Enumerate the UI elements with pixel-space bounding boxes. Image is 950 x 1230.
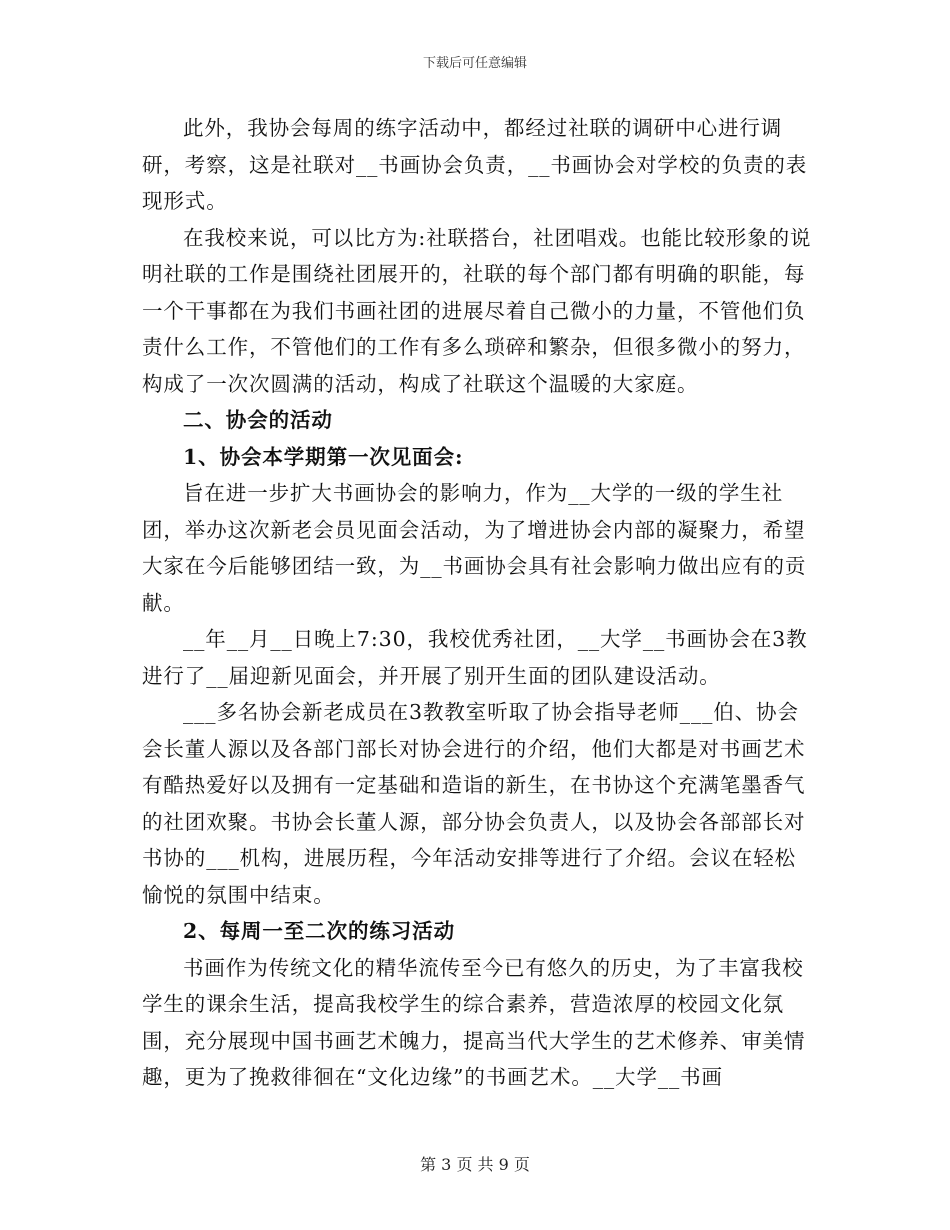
page-header: 下载后可任意编辑 — [422, 56, 527, 71]
page-footer: 第 3 页 共 9 页 — [420, 1155, 530, 1174]
paragraph: 旨在进一步扩大书画协会的影响力，作为__大学的一级的学生社团，举办这次新老会员见面会活动，为了增进协会内部的凝聚力，希望大家在今后能够团结一致，为__书画协会具有社会影响力做出应有的贡献。 — [142, 481, 807, 615]
paragraph: ___多名协会新老成员在3教教室听取了协会指导老师___伯、协会会长董人源以及各部门部长对协会进行的介绍，他们大都是对书画艺术有酷热爱好以及拥有一定基础和造诣的新生，在书协这个充满笔墨香气的社团欢聚。书协会长董人源，部分协会负责人，以及协会各部部长对书协的___机构，进展历程，今年活动安排等进行了介绍。会议在轻松愉悦的氛围中结束。 — [142, 700, 806, 907]
paragraph: 此外，我协会每周的练字活动中，都经过社联的调研中心进行调研，考察，这是社联对__书画协会负责，__书画协会对学校的负责的表现形式。 — [142, 116, 808, 213]
paragraph: 在我校来说，可以比方为:社联搭台，社团唱戏。也能比较形象的说明社联的工作是围绕社团展开的，社联的每个部门都有明确的职能，每一个干事都在为我们书画社团的进展尽着自己微小的力量，不管他们负责什么工作，不管他们的工作有多么琐碎和繁杂，但很多微小的努力，构成了一次次圆满的活动，构成了社联这个温暖的大家庭。 — [142, 225, 812, 396]
paragraph: __年__月__日晚上7:30，我校优秀社团，__大学__书画协会在3教进行了__届迎新见面会，并开展了别开生面的团队建设活动。 — [142, 627, 808, 688]
section-heading: 二、协会的活动 — [183, 408, 333, 432]
paragraph: 书画作为传统文化的精华流传至今已有悠久的历史，为了丰富我校学生的课余生活，提高我校学生的综合素养，营造浓厚的校园文化氛围，充分展现中国书画艺术魄力，提高当代大学生的艺术修养、审美情趣，更为了挽救徘徊在“文化边缘”的书画艺术。__大学__书画 — [142, 955, 806, 1089]
subsection-heading: 1、协会本学期第一次见面会: — [183, 444, 464, 469]
document-body — [142, 110, 812, 1096]
subsection-heading: 2、每周一至二次的练习活动 — [183, 919, 455, 943]
